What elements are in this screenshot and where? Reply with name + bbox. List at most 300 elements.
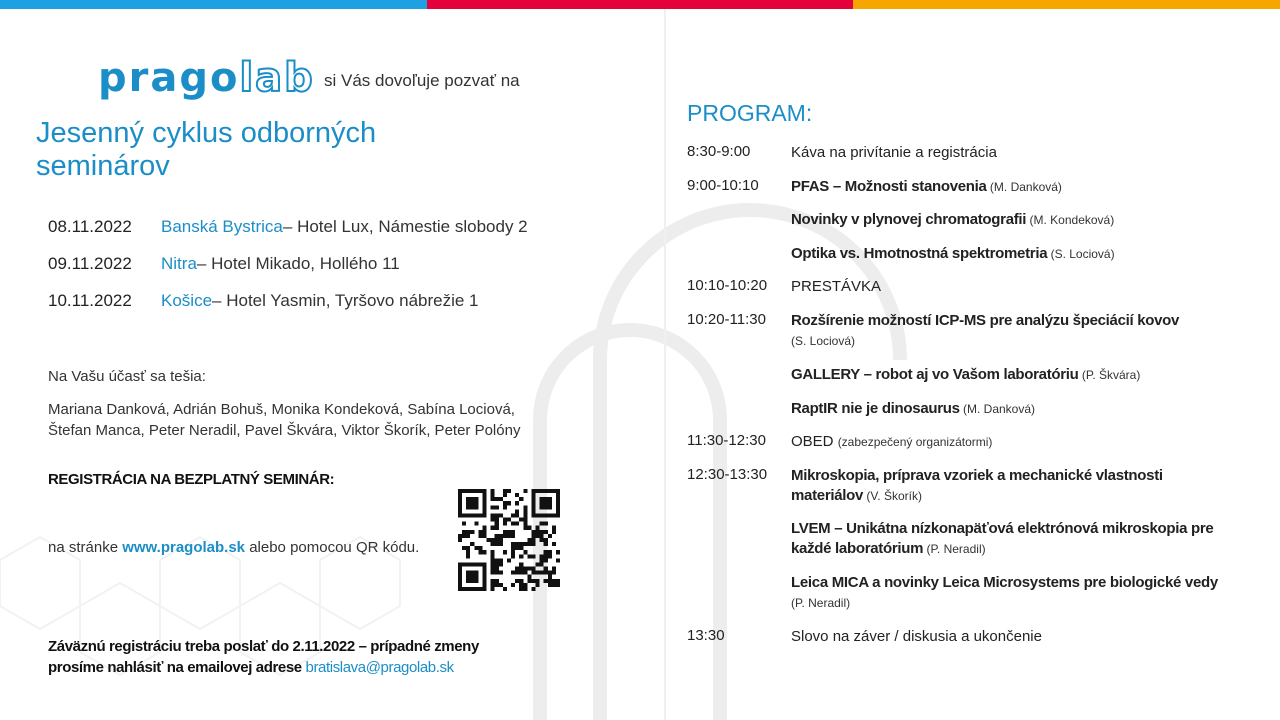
qr-module: [478, 587, 482, 591]
deadline-note: [48, 636, 479, 678]
qr-module: [474, 522, 478, 526]
qr-module: [519, 587, 523, 591]
qr-module: [470, 575, 474, 579]
qr-module: [491, 526, 495, 530]
qr-module: [474, 579, 478, 583]
program-row: [687, 466, 1247, 519]
qr-module: [515, 567, 519, 571]
program-row: [687, 143, 1247, 177]
venue: – Hotel Mikado, Hollého 11: [196, 253, 400, 273]
qr-module: [499, 571, 503, 575]
qr-module: [519, 562, 523, 566]
qr-module: [511, 522, 515, 526]
qr-module: [495, 567, 499, 571]
qr-module: [523, 505, 527, 509]
qr-module: [511, 571, 515, 575]
qr-module: [495, 571, 499, 575]
venue: – Hotel Yasmin, Tyršovo nábrežie 1: [212, 290, 479, 310]
qr-module: [470, 542, 474, 546]
qr-module: [495, 522, 499, 526]
program-time: 12:30-13:30: [687, 466, 768, 483]
qr-module: [474, 575, 478, 579]
qr-module: [544, 505, 548, 509]
qr-module: [499, 534, 503, 538]
qr-module: [523, 513, 527, 517]
qr-module: [531, 567, 535, 571]
qr-module: [548, 554, 552, 558]
seminar-dates: [48, 208, 528, 319]
qr-module: [548, 489, 552, 493]
top-bar-yellow: [853, 0, 1280, 9]
qr-module: [511, 546, 515, 550]
qr-module: [536, 530, 540, 534]
qr-module: [503, 501, 507, 505]
qr-module: [515, 579, 519, 583]
qr-module: [458, 579, 462, 583]
program-speaker: (M. Danková): [986, 180, 1062, 194]
qr-module: [458, 509, 462, 513]
qr-module: [482, 493, 486, 497]
qr-module: [552, 542, 556, 546]
qr-module: [466, 497, 470, 501]
qr-module: [478, 534, 482, 538]
qr-module: [482, 489, 486, 493]
program-row: [687, 311, 1247, 365]
program-time: 11:30-12:30: [687, 432, 766, 449]
qr-module: [503, 522, 507, 526]
qr-module: [474, 546, 478, 550]
qr-module: [458, 501, 462, 505]
qr-module: [507, 558, 511, 562]
qr-module: [540, 538, 544, 542]
program-speaker: (zabezpečený organizátormi): [837, 435, 993, 449]
qr-module: [495, 526, 499, 530]
qr-module: [458, 489, 462, 493]
qr-module: [519, 518, 523, 522]
qr-module: [458, 583, 462, 587]
qr-module: [470, 587, 474, 591]
qr-module: [511, 513, 515, 517]
invite-text: si Vás dovoľuje pozvať na: [324, 71, 520, 90]
qr-module: [491, 513, 495, 517]
qr-module: [531, 493, 535, 497]
qr-module: [556, 550, 560, 554]
qr-module: [491, 538, 495, 542]
qr-module: [511, 542, 515, 546]
qr-module: [527, 542, 531, 546]
qr-module: [495, 558, 499, 562]
qr-module: [462, 546, 466, 550]
qr-module: [556, 509, 560, 513]
qr-module: [458, 534, 462, 538]
qr-module: [458, 562, 462, 566]
qr-module: [556, 513, 560, 517]
qr-module: [503, 587, 507, 591]
venue: – Hotel Lux, Námestie slobody 2: [282, 216, 528, 236]
registration-text: [48, 537, 419, 558]
qr-module: [548, 501, 552, 505]
program-time: 8:30-9:00: [687, 143, 751, 160]
qr-module: [536, 571, 540, 575]
qr-module: [544, 554, 548, 558]
qr-module: [531, 534, 535, 538]
qr-module: [507, 534, 511, 538]
qr-module: [495, 497, 499, 501]
qr-module: [466, 546, 470, 550]
program-speaker: (V. Škorík): [863, 489, 922, 503]
registration-heading: REGISTRÁCIA NA BEZPLATNÝ SEMINÁR:: [48, 471, 335, 488]
program-time: 13:30: [687, 627, 725, 644]
qr-module: [548, 550, 552, 554]
qr-module: [507, 530, 511, 534]
seminar-title: [36, 117, 496, 183]
qr-module: [531, 587, 535, 591]
qr-module: [515, 571, 519, 575]
date-row: [48, 208, 528, 245]
qr-module: [491, 579, 495, 583]
qr-module: [499, 562, 503, 566]
registration-link[interactable]: www.pragolab.sk: [122, 539, 246, 556]
qr-module: [482, 530, 486, 534]
top-bar-red: [427, 0, 854, 9]
qr-module: [478, 513, 482, 517]
qr-module: [540, 489, 544, 493]
qr-module: [531, 530, 535, 534]
team-names: [48, 399, 520, 441]
qr-module: [458, 505, 462, 509]
qr-module: [544, 579, 548, 583]
program-row: [687, 210, 1247, 244]
qr-module: [482, 579, 486, 583]
program-title: Optika vs. Hmotnostná spektrometria: [791, 245, 1048, 262]
program-time: [687, 244, 791, 277]
qr-module: [536, 583, 540, 587]
qr-module: [495, 579, 499, 583]
program-title: Mikroskopia, príprava vzoriek a mechanické vlastnosti materiálov: [791, 467, 1163, 504]
qr-module: [548, 579, 552, 583]
qr-module: [482, 513, 486, 517]
qr-module: [540, 554, 544, 558]
qr-module: [556, 493, 560, 497]
program-title: LVEM – Unikátna nízkonapäťová elektrónová mikroskopia pre každé laboratórium: [791, 520, 1214, 557]
qr-module: [491, 554, 495, 558]
qr-module: [544, 538, 548, 542]
qr-module: [523, 567, 527, 571]
qr-module: [462, 530, 466, 534]
qr-module: [491, 587, 495, 591]
qr-module: [495, 542, 499, 546]
program-item: PRESTÁVKA: [791, 278, 882, 295]
qr-module: [523, 518, 527, 522]
qr-module: [474, 571, 478, 575]
qr-module: [491, 505, 495, 509]
qr-module: [556, 489, 560, 493]
qr-module: [523, 522, 527, 526]
qr-module: [458, 513, 462, 517]
date: 08.11.2022: [48, 216, 132, 236]
qr-module: [552, 579, 556, 583]
seminar-title-line-2: seminárov: [36, 150, 170, 182]
qr-module: [478, 562, 482, 566]
program-item: OBED: [791, 433, 838, 450]
qr-module: [531, 542, 535, 546]
qr-module: [540, 562, 544, 566]
qr-module: [499, 558, 503, 562]
qr-module: [523, 583, 527, 587]
qr-module: [552, 530, 556, 534]
qr-module: [474, 587, 478, 591]
qr-module: [495, 534, 499, 538]
qr-module: [536, 562, 540, 566]
qr-module: [482, 501, 486, 505]
qr-module: [462, 534, 466, 538]
qr-module: [540, 501, 544, 505]
qr-module: [466, 534, 470, 538]
qr-module: [540, 522, 544, 526]
program-row: [687, 432, 1247, 466]
qr-module: [466, 554, 470, 558]
qr-module: [503, 505, 507, 509]
qr-module: [519, 583, 523, 587]
qr-module: [511, 554, 515, 558]
qr-module: [548, 497, 552, 501]
qr-module: [462, 513, 466, 517]
qr-module: [519, 546, 523, 550]
logo-lab-text: lab: [239, 55, 315, 101]
program-speaker: (S. Lociová): [791, 334, 856, 348]
date: 10.11.2022: [48, 290, 132, 310]
qr-module: [523, 509, 527, 513]
qr-module: [466, 489, 470, 493]
qr-module: [540, 497, 544, 501]
qr-module: [482, 526, 486, 530]
qr-module: [458, 497, 462, 501]
qr-module: [556, 558, 560, 562]
program-time: [687, 365, 791, 399]
qr-module: [470, 579, 474, 583]
qr-module: [548, 534, 552, 538]
qr-module: [499, 497, 503, 501]
program-speaker: (S. Lociová): [1047, 247, 1115, 261]
qr-module: [466, 571, 470, 575]
qr-module: [544, 571, 548, 575]
qr-module: [495, 518, 499, 522]
qr-module: [531, 505, 535, 509]
program-title: Leica MICA a novinky Leica Microsystems pre biologické vedy: [791, 574, 1218, 591]
qr-module: [491, 583, 495, 587]
qr-module: [491, 493, 495, 497]
program-time: [687, 519, 791, 573]
registration-prefix: na stránke: [48, 539, 123, 556]
program-row: [687, 244, 1247, 277]
program-title: GALLERY – robot aj vo Vašom laboratóriu: [791, 366, 1079, 383]
qr-module: [515, 513, 519, 517]
qr-module: [466, 575, 470, 579]
qr-module: [482, 587, 486, 591]
program-item: Káva na privítanie a registrácia: [791, 144, 997, 161]
qr-module: [499, 542, 503, 546]
qr-module: [556, 501, 560, 505]
qr-module: [491, 571, 495, 575]
qr-module: [556, 497, 560, 501]
qr-module: [552, 567, 556, 571]
qr-module: [495, 538, 499, 542]
qr-module: [556, 583, 560, 587]
qr-module: [458, 575, 462, 579]
qr-module: [491, 550, 495, 554]
team-names-line-1: Mariana Danková, Adrián Bohuš, Monika Kondeková, Sabína Lociová,: [48, 401, 515, 418]
qr-module: [544, 542, 548, 546]
qr-module: [540, 571, 544, 575]
qr-module: [470, 571, 474, 575]
qr-module: [458, 567, 462, 571]
deadline-line-1: Záväznú registráciu treba poslať do 2.11.2022 – prípadné zmeny: [48, 638, 479, 655]
city: Nitra: [161, 253, 197, 273]
qr-module: [536, 489, 540, 493]
qr-module: [515, 522, 519, 526]
date-row: [48, 245, 528, 282]
qr-module: [531, 554, 535, 558]
qr-module: [507, 501, 511, 505]
program-item: Slovo na záver / diskusia a ukončenie: [791, 628, 1042, 645]
program-title: RaptIR nie je dinosaurus: [791, 400, 960, 417]
qr-module: [540, 534, 544, 538]
qr-module: [499, 583, 503, 587]
qr-module: [482, 575, 486, 579]
qr-module: [458, 587, 462, 591]
program-time: [687, 399, 791, 432]
qr-module: [470, 489, 474, 493]
qr-module: [511, 530, 515, 534]
qr-module: [548, 505, 552, 509]
qr-module: [531, 538, 535, 542]
qr-module: [466, 562, 470, 566]
qr-module: [544, 489, 548, 493]
qr-module: [552, 489, 556, 493]
qr-module: [527, 575, 531, 579]
program-row: [687, 399, 1247, 432]
qr-module: [503, 518, 507, 522]
qr-module: [515, 501, 519, 505]
qr-module: [548, 513, 552, 517]
qr-module: [482, 505, 486, 509]
qr-module: [544, 558, 548, 562]
program-speaker: (P. Neradil): [791, 596, 851, 610]
qr-module: [482, 571, 486, 575]
qr-module: [482, 509, 486, 513]
qr-module: [491, 489, 495, 493]
qr-module: [466, 513, 470, 517]
program-title: PFAS – Možnosti stanovenia: [791, 178, 987, 195]
qr-module: [495, 583, 499, 587]
qr-module: [544, 501, 548, 505]
deadline-email-link[interactable]: bratislava@pragolab.sk: [305, 659, 454, 676]
qr-module: [540, 530, 544, 534]
qr-module: [540, 505, 544, 509]
pragolab-logo: [98, 55, 315, 101]
qr-module: [556, 579, 560, 583]
qr-module: [531, 513, 535, 517]
qr-module: [491, 558, 495, 562]
qr-module: [482, 562, 486, 566]
qr-module: [462, 587, 466, 591]
logo-prago-text: prago: [98, 55, 240, 101]
registration-suffix: alebo pomocou QR kódu.: [245, 539, 420, 556]
qr-module: [536, 526, 540, 530]
city: Košice: [161, 290, 213, 310]
qr-module: [491, 562, 495, 566]
qr-module: [511, 583, 515, 587]
qr-module: [458, 493, 462, 497]
qr-module: [531, 571, 535, 575]
program-time: 10:20-11:30: [687, 311, 766, 328]
qr-module: [474, 513, 478, 517]
qr-module: [527, 567, 531, 571]
qr-module: [499, 538, 503, 542]
qr-module: [519, 542, 523, 546]
qr-module: [491, 497, 495, 501]
deadline-line-2: prosíme nahlásiť na emailovej adrese: [48, 659, 306, 676]
program-row: [687, 519, 1247, 573]
city: Banská Bystrica: [161, 216, 283, 236]
qr-module: [458, 538, 462, 542]
qr-module: [478, 530, 482, 534]
program-row: [687, 177, 1247, 210]
qr-module: [470, 505, 474, 509]
qr-module: [478, 489, 482, 493]
qr-module: [503, 489, 507, 493]
program-speaker: (P. Škvára): [1078, 368, 1141, 382]
qr-module: [482, 550, 486, 554]
qr-module: [531, 497, 535, 501]
qr-module: [527, 526, 531, 530]
program-time: 10:10-10:20: [687, 277, 768, 294]
program-list: [687, 143, 1247, 657]
qr-module: [523, 550, 527, 554]
program-time: 9:00-10:10: [687, 177, 759, 194]
qr-module: [519, 554, 523, 558]
team-heading: Na Vašu účasť sa tešia:: [48, 368, 206, 385]
qr-module: [544, 550, 548, 554]
qr-module: [531, 579, 535, 583]
qr-module: [470, 562, 474, 566]
qr-module: [519, 571, 523, 575]
qr-module: [495, 562, 499, 566]
qr-module: [503, 534, 507, 538]
qr-module: [515, 493, 519, 497]
qr-module: [482, 497, 486, 501]
seminar-title-line-1: Jesenný cyklus odborných: [36, 117, 377, 149]
qr-module: [466, 505, 470, 509]
qr-module: [515, 509, 519, 513]
registration-qr-code[interactable]: [458, 489, 560, 591]
qr-module: [536, 534, 540, 538]
qr-module: [523, 542, 527, 546]
qr-module: [519, 497, 523, 501]
date: 09.11.2022: [48, 253, 132, 273]
qr-module: [470, 530, 474, 534]
qr-module: [482, 567, 486, 571]
qr-module: [548, 583, 552, 587]
qr-module: [536, 513, 540, 517]
qr-module: [503, 550, 507, 554]
qr-module: [495, 505, 499, 509]
qr-module: [466, 587, 470, 591]
team-names-line-2: Štefan Manca, Peter Neradil, Pavel Škvára, Viktor Škorík, Peter Polóny: [48, 422, 521, 439]
qr-module: [544, 497, 548, 501]
program-speaker: (M. Kondeková): [1026, 213, 1115, 227]
qr-module: [552, 583, 556, 587]
